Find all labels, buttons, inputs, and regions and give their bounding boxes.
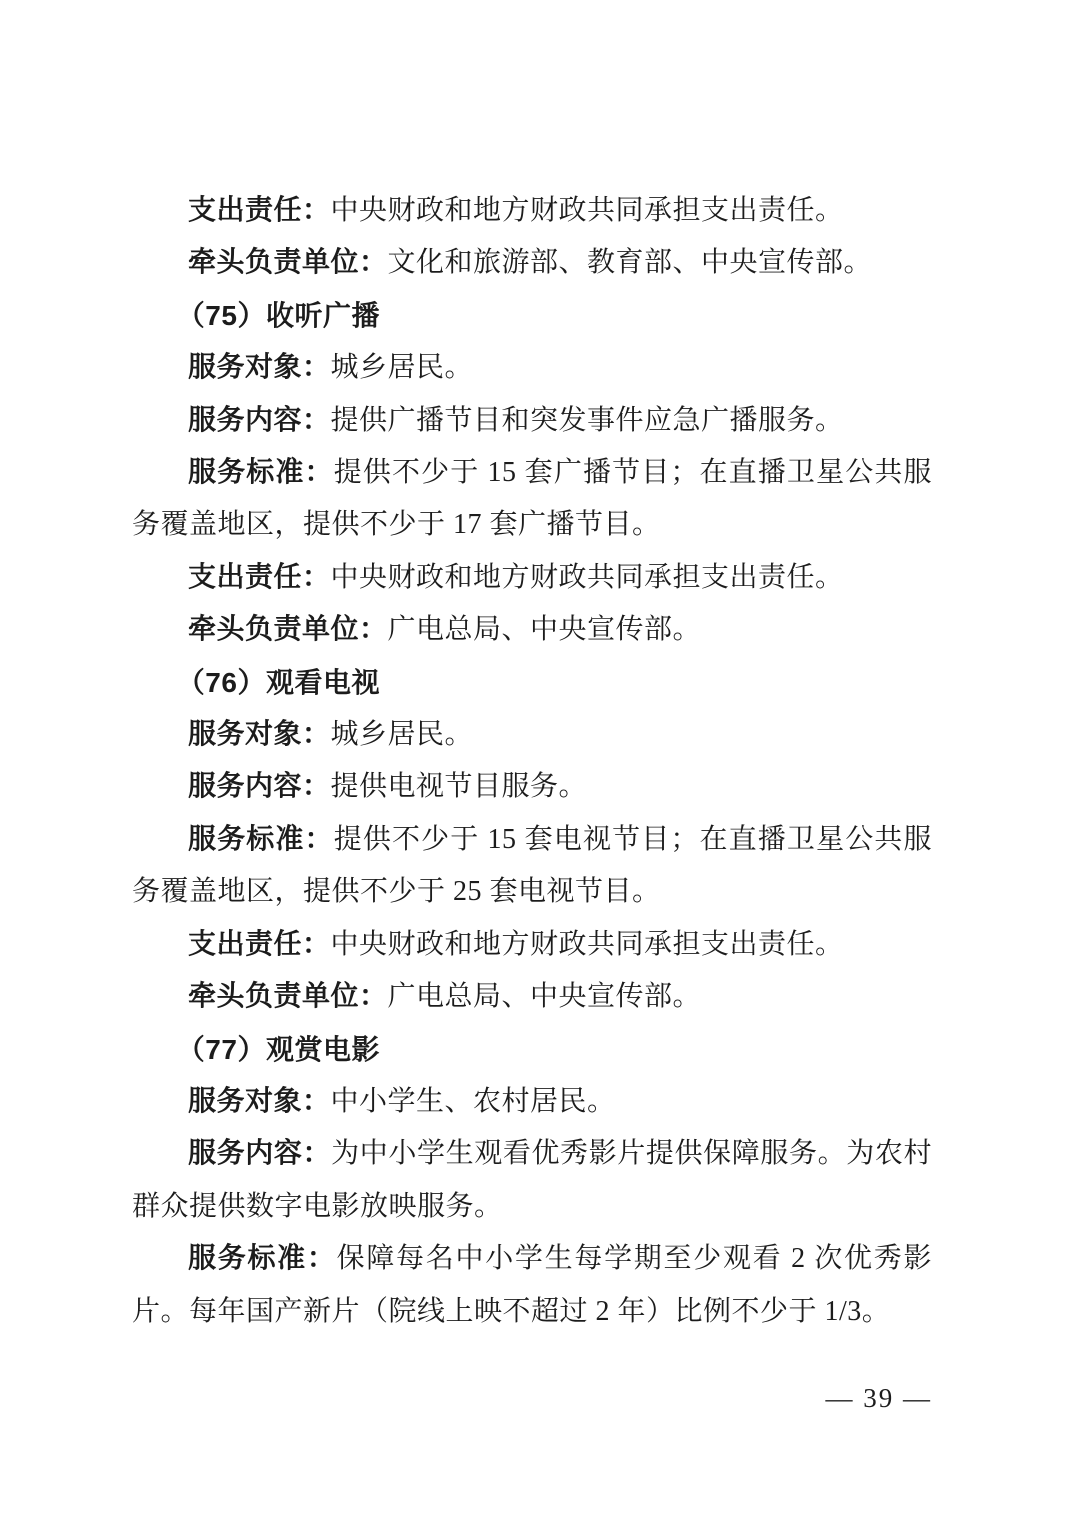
paragraph-service-content — [132, 761, 932, 813]
paragraph-text: 提供不少于 15 套电视节目；在直播卫星公共服务覆盖地区，提供不少于 25 套电视节目。 — [132, 823, 932, 908]
paragraph-label: 牵头负责单位： — [188, 981, 388, 1013]
paragraph-text: 城乡居民。 — [330, 719, 474, 751]
paragraph-expenditure-responsibility — [132, 185, 932, 237]
paragraph-expenditure-responsibility — [132, 552, 932, 604]
paragraph-text: 中央财政和地方财政共同承担支出责任。 — [330, 928, 844, 960]
paragraph-text: 广电总局、中央宣传部。 — [387, 614, 702, 646]
paragraph-label: 服务内容： — [188, 404, 331, 436]
paragraph-text: 中央财政和地方财政共同承担支出责任。 — [330, 561, 844, 593]
document-body — [132, 185, 932, 1338]
paragraph-text: 中小学生、农村居民。 — [330, 1085, 616, 1117]
section-heading-77: （77）观赏电影 — [176, 1033, 380, 1065]
paragraph-label: 服务对象： — [188, 719, 331, 751]
paragraph-label: 支出责任： — [188, 928, 331, 960]
paragraph-text: 提供电视节目服务。 — [330, 771, 588, 803]
paragraph-lead-unit — [132, 971, 932, 1023]
paragraph-service-content — [132, 395, 932, 447]
page-number: — 39 — — [825, 1383, 932, 1413]
paragraph-label: 支出责任： — [188, 195, 331, 226]
paragraph-text: 文化和旅游部、教育部、中央宣传部。 — [387, 247, 873, 279]
paragraph-label: 服务对象： — [188, 352, 331, 384]
paragraph-service-standard — [132, 447, 932, 552]
paragraph-service-target — [132, 709, 932, 761]
paragraph-label: 牵头负责单位： — [188, 614, 388, 646]
paragraph-service-target — [132, 1076, 932, 1128]
paragraph-text: 城乡居民。 — [330, 352, 474, 384]
paragraph-expenditure-responsibility — [132, 919, 932, 971]
paragraph-service-target — [132, 342, 932, 394]
paragraph-lead-unit — [132, 237, 932, 289]
paragraph-text: 提供不少于 15 套广播节目；在直播卫星公共服务覆盖地区，提供不少于 17 套广播节目。 — [132, 457, 932, 541]
paragraph-text: 广电总局、中央宣传部。 — [387, 981, 702, 1013]
paragraph-service-content — [132, 1128, 932, 1233]
paragraph-label: 服务对象： — [188, 1085, 331, 1117]
section-heading-76: （76）观看电视 — [176, 666, 380, 698]
paragraph-text: 保障每名中小学生每学期至少观看 2 次优秀影片。每年国产新片（院线上映不超过 2 年）比例不少于 1/3。 — [132, 1243, 932, 1327]
paragraph-label: 服务内容： — [188, 771, 331, 803]
paragraph-label: 服务内容： — [188, 1138, 332, 1170]
paragraph-label: 服务标准： — [188, 1243, 337, 1275]
paragraph-label: 支出责任： — [188, 561, 331, 593]
paragraph-text: 为中小学生观看优秀影片提供保障服务。为农村群众提供数字电影放映服务。 — [132, 1138, 932, 1222]
paragraph-service-standard — [132, 1233, 932, 1338]
paragraph-label: 服务标准： — [188, 823, 334, 855]
section-heading-75: （75）收听广播 — [176, 299, 380, 331]
paragraph-service-standard — [132, 814, 932, 919]
paragraph-lead-unit — [132, 604, 932, 656]
paragraph-text: 提供广播节目和突发事件应急广播服务。 — [330, 404, 844, 436]
paragraph-label: 牵头负责单位： — [188, 247, 388, 279]
paragraph-label: 服务标准： — [188, 457, 334, 489]
paragraph-text: 中央财政和地方财政共同承担支出责任。 — [330, 195, 844, 226]
